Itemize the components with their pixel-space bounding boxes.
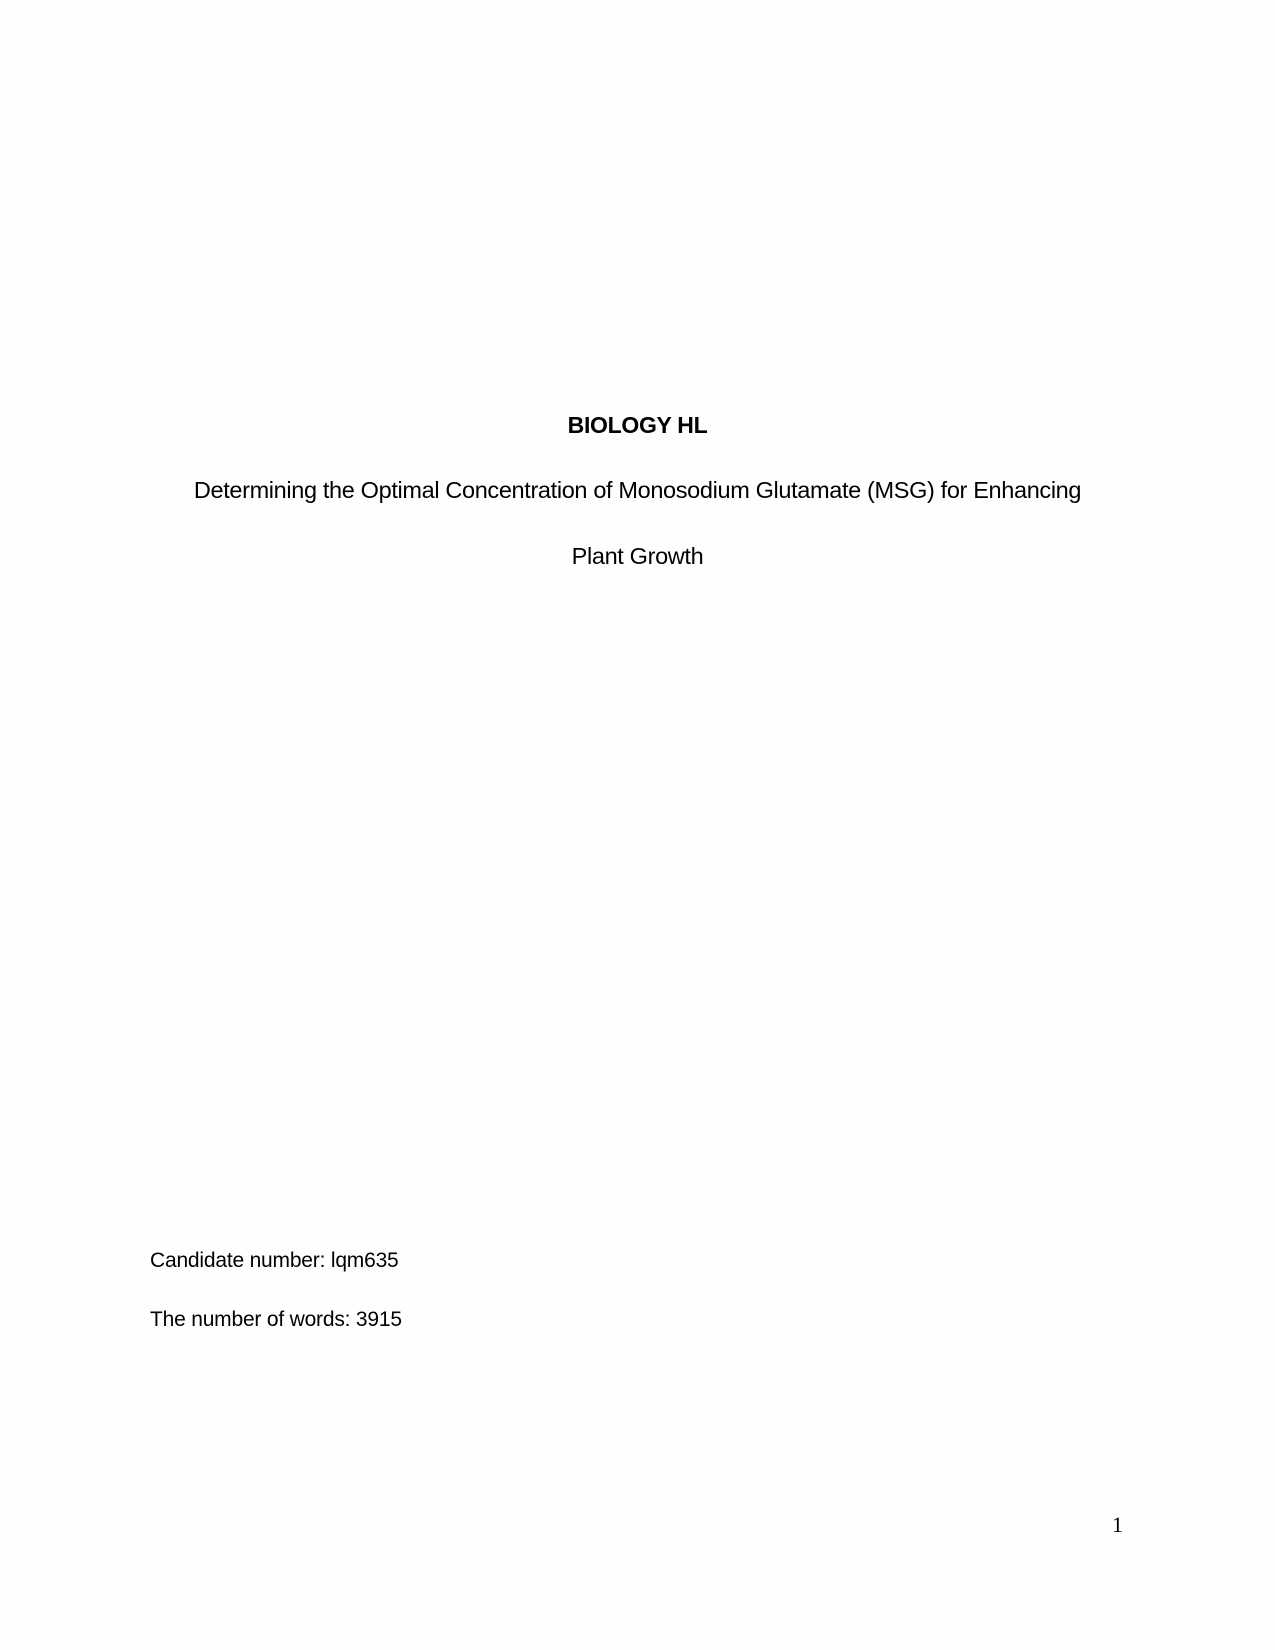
- essay-title-line-2: Plant Growth: [571, 543, 704, 569]
- essay-title-line-1: Determining the Optimal Concentration of Monosodium Glutamate (MSG) for Enhancing: [193, 477, 1082, 503]
- subject-heading: BIOLOGY HL: [567, 412, 708, 438]
- word-count: The number of words: 3915: [150, 1308, 402, 1331]
- page-number: 1: [1112, 1512, 1123, 1537]
- candidate-number: Candidate number: lqm635: [150, 1249, 399, 1272]
